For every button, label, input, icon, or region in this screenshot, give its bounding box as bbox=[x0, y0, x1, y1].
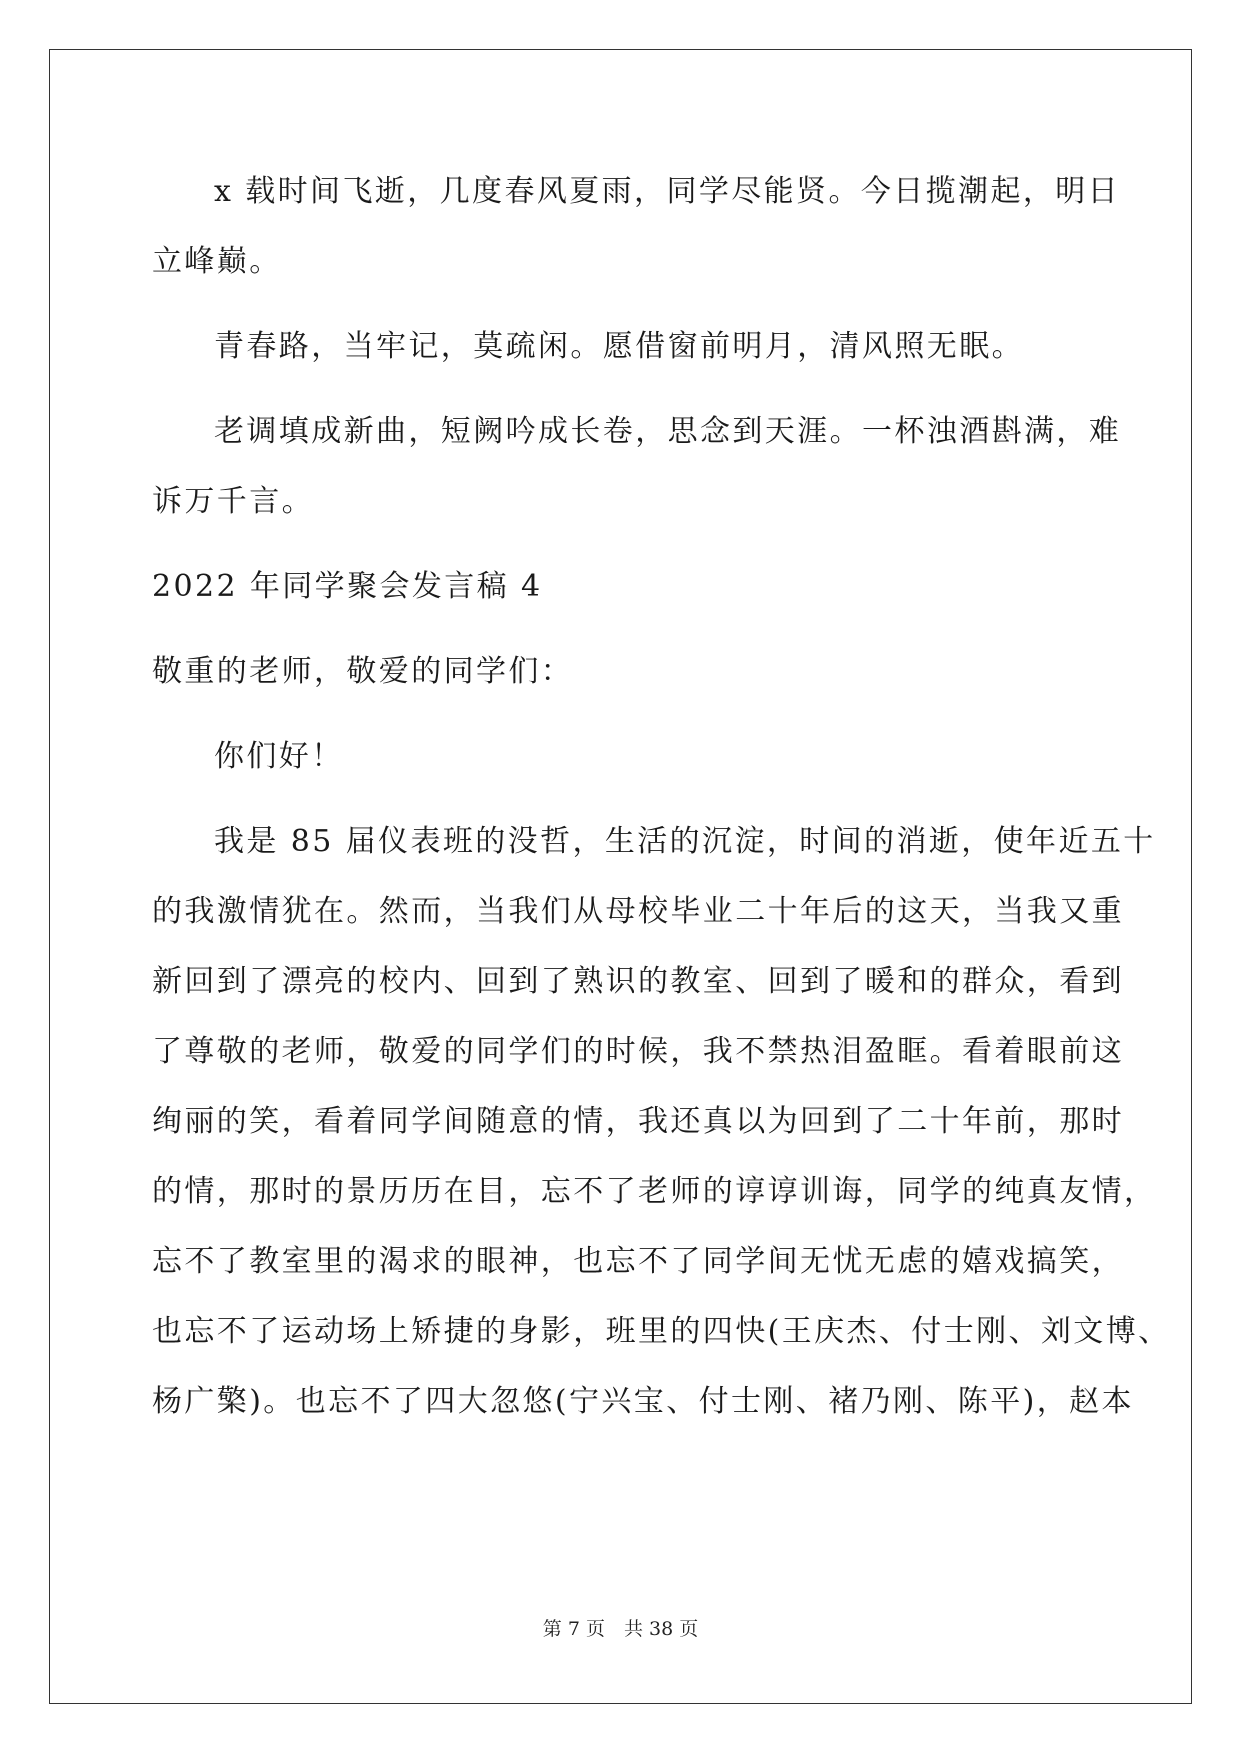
page-number-footer: 第 7 页 共 38 页 bbox=[542, 1618, 699, 1640]
paragraph-line: 忘不了教室里的渴求的眼神，也忘不了同学间无忧无虑的嬉戏搞笑， bbox=[152, 1244, 1124, 1279]
paragraph-line: 诉万千言。 bbox=[152, 484, 314, 519]
salutation: 敬重的老师，敬爱的同学们： bbox=[152, 654, 574, 689]
section-heading: 2022 年同学聚会发言稿 4 bbox=[152, 569, 543, 604]
paragraph-line: 绚丽的笑，看着同学间随意的情，我还真以为回到了二十年前，那时 bbox=[152, 1104, 1124, 1139]
paragraph-line: 也忘不了运动场上矫捷的身影，班里的四快(王庆杰、付士刚、刘文博、 bbox=[152, 1314, 1171, 1349]
paragraph-line: 杨广檠)。也忘不了四大忽悠(宁兴宝、付士刚、褚乃刚、陈平)，赵本 bbox=[152, 1384, 1134, 1419]
paragraph-line: 的我激情犹在。然而，当我们从母校毕业二十年后的这天，当我又重 bbox=[152, 894, 1124, 929]
paragraph-line: x 载时间飞逝，几度春风夏雨，同学尽能贤。今日揽潮起，明日 bbox=[214, 174, 1121, 209]
paragraph-line: 的情，那时的景历历在目，忘不了老师的谆谆训诲，同学的纯真友情， bbox=[152, 1174, 1157, 1209]
paragraph-line: 我是 85 届仪表班的没哲，生活的沉淀，时间的消逝，使年近五十 bbox=[214, 824, 1156, 859]
paragraph-line: 了尊敬的老师，敬爱的同学们的时候，我不禁热泪盈眶。看着眼前这 bbox=[152, 1034, 1124, 1069]
page-border bbox=[49, 49, 1192, 1704]
paragraph-line: 老调填成新曲，短阙吟成长卷，思念到天涯。一杯浊酒斟满，难 bbox=[214, 414, 1122, 449]
paragraph-line: 青春路，当牢记，莫疏闲。愿借窗前明月，清风照无眠。 bbox=[214, 329, 1024, 364]
paragraph-line: 新回到了漂亮的校内、回到了熟识的教室、回到了暖和的群众，看到 bbox=[152, 964, 1124, 999]
greeting: 你们好！ bbox=[214, 739, 344, 774]
paragraph-line: 立峰巅。 bbox=[152, 244, 282, 279]
